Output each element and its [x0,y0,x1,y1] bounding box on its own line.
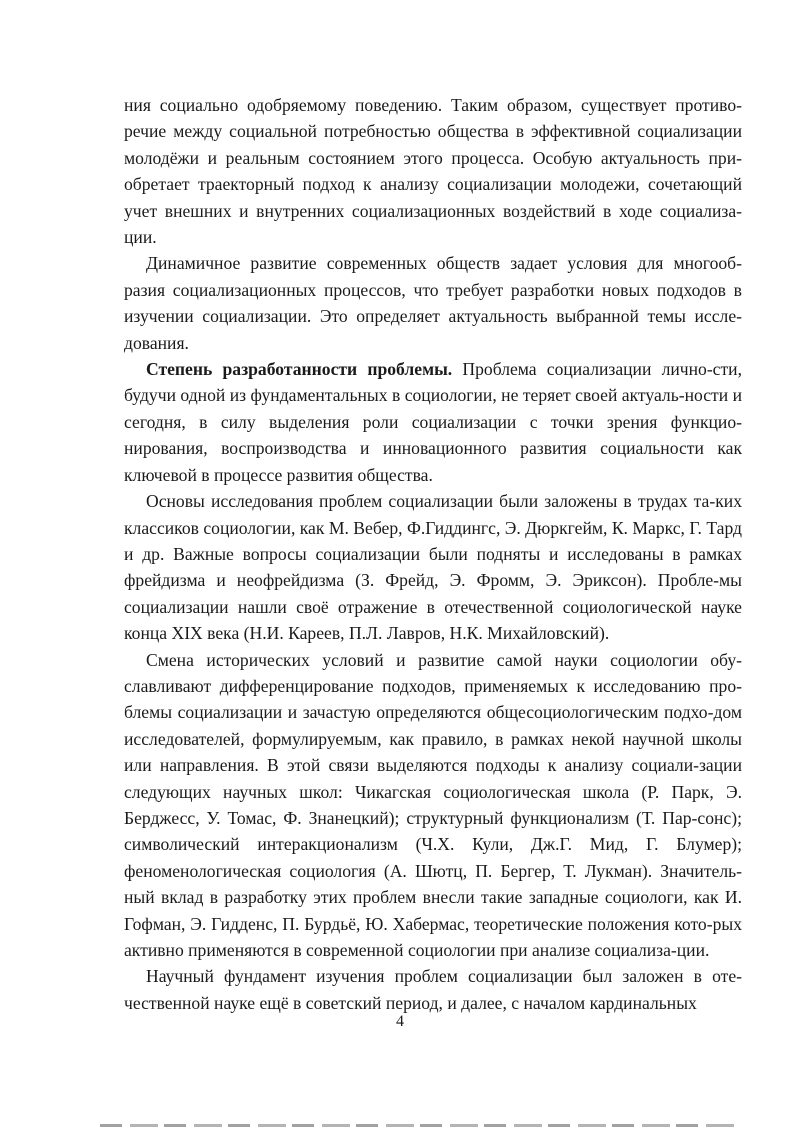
paragraph-4 [124,488,742,646]
paragraph-text: Научный фундамент изучения проблем социализации был заложен в оте-чественной науке ещё в советский период, и далее, с началом кардинальных [124,966,742,1013]
paragraph-5 [124,647,742,964]
paragraph-1 [124,92,742,250]
paragraph-text: Динамичное развитие современных обществ задает условия для многооб-разия социализационных процессов, что требует разработки новых подходов в изучении социализации. Это определяет актуальность выбранной темы иссле-дования. [124,253,742,353]
page-number: 4 [396,1013,404,1030]
paragraph-6 [124,963,742,1016]
paragraph-text: Смена исторических условий и развитие самой науки социологии обу-славливают дифференцирование подходов, применяемых к исследованию про-блемы социализации и зачастую определяются общесоциологическим подхо-дом исследователей, формулируемым, как правило, в рамках некой научной школы или направления. В этой связи выделяются подходы к анализу социали-зации следующих научных школ: Чикагская социологическая школа (Р. Парк, Э. Берджесс, У. Томас, Ф. Знанецкий); структурный функционализм (Т. Пар-сонс); символический интеракционализм (Ч.Х. Кули, Дж.Г. Мид, Г. Блумер); феноменологическая социология (А. Шютц, П. Бергер, Т. Лукман). Значитель-ный вклад в разработку этих проблем внесли такие западные социологи, как И. Гофман, Э. Гидденс, П. Бурдьё, Ю. Хабермас, теоретические положения кото-рых активно применяются в современной социологии при анализе социализа-ции. [124,649,742,960]
paragraph-2 [124,250,742,356]
section-heading-inline: Степень разработанности проблемы. [146,359,453,380]
paragraph-text: Проблема социализации лично-сти, будучи одной из фундаментальных в социологии, не теряет своей актуаль-ности и сегодня, в силу выделения роли социализации с точки зрения функцио-нирования, воспроизводства и инновационного развития социальности как ключевой в процессе развития общества. [124,359,742,485]
body-text [124,92,742,1016]
paragraph-text: Основы исследования проблем социализации были заложены в трудах та-ких классиков социологии, как М. Вебер, Ф.Гиддингс, Э. Дюркгейм, К. Маркс, Г. Тард и др. Важные вопросы социализации были подняты и исследованы в рамках фрейдизма и неофрейдизма (З. Фрейд, Э. Фромм, Э. Эриксон). Пробле-мы социализации нашли своё отражение в отечественной социологической науке конца XIX века (Н.И. Кареев, П.Л. Лавров, Н.К. Михайловский). [124,491,742,644]
paragraph-text: ния социально одобряемому поведению. Таким образом, существует противо-речие между социальной потребностью общества в эффективной социализации молодёжи и реальным состоянием этого процесса. Особую актуальность при-обретает траекторный подход к анализу социализации молодежи, сочетающий учет внешних и внутренних социализационных воздействий в ходе социализа-ции. [124,95,742,248]
paragraph-3 [124,356,742,488]
scan-artifact-divider [100,1124,740,1127]
